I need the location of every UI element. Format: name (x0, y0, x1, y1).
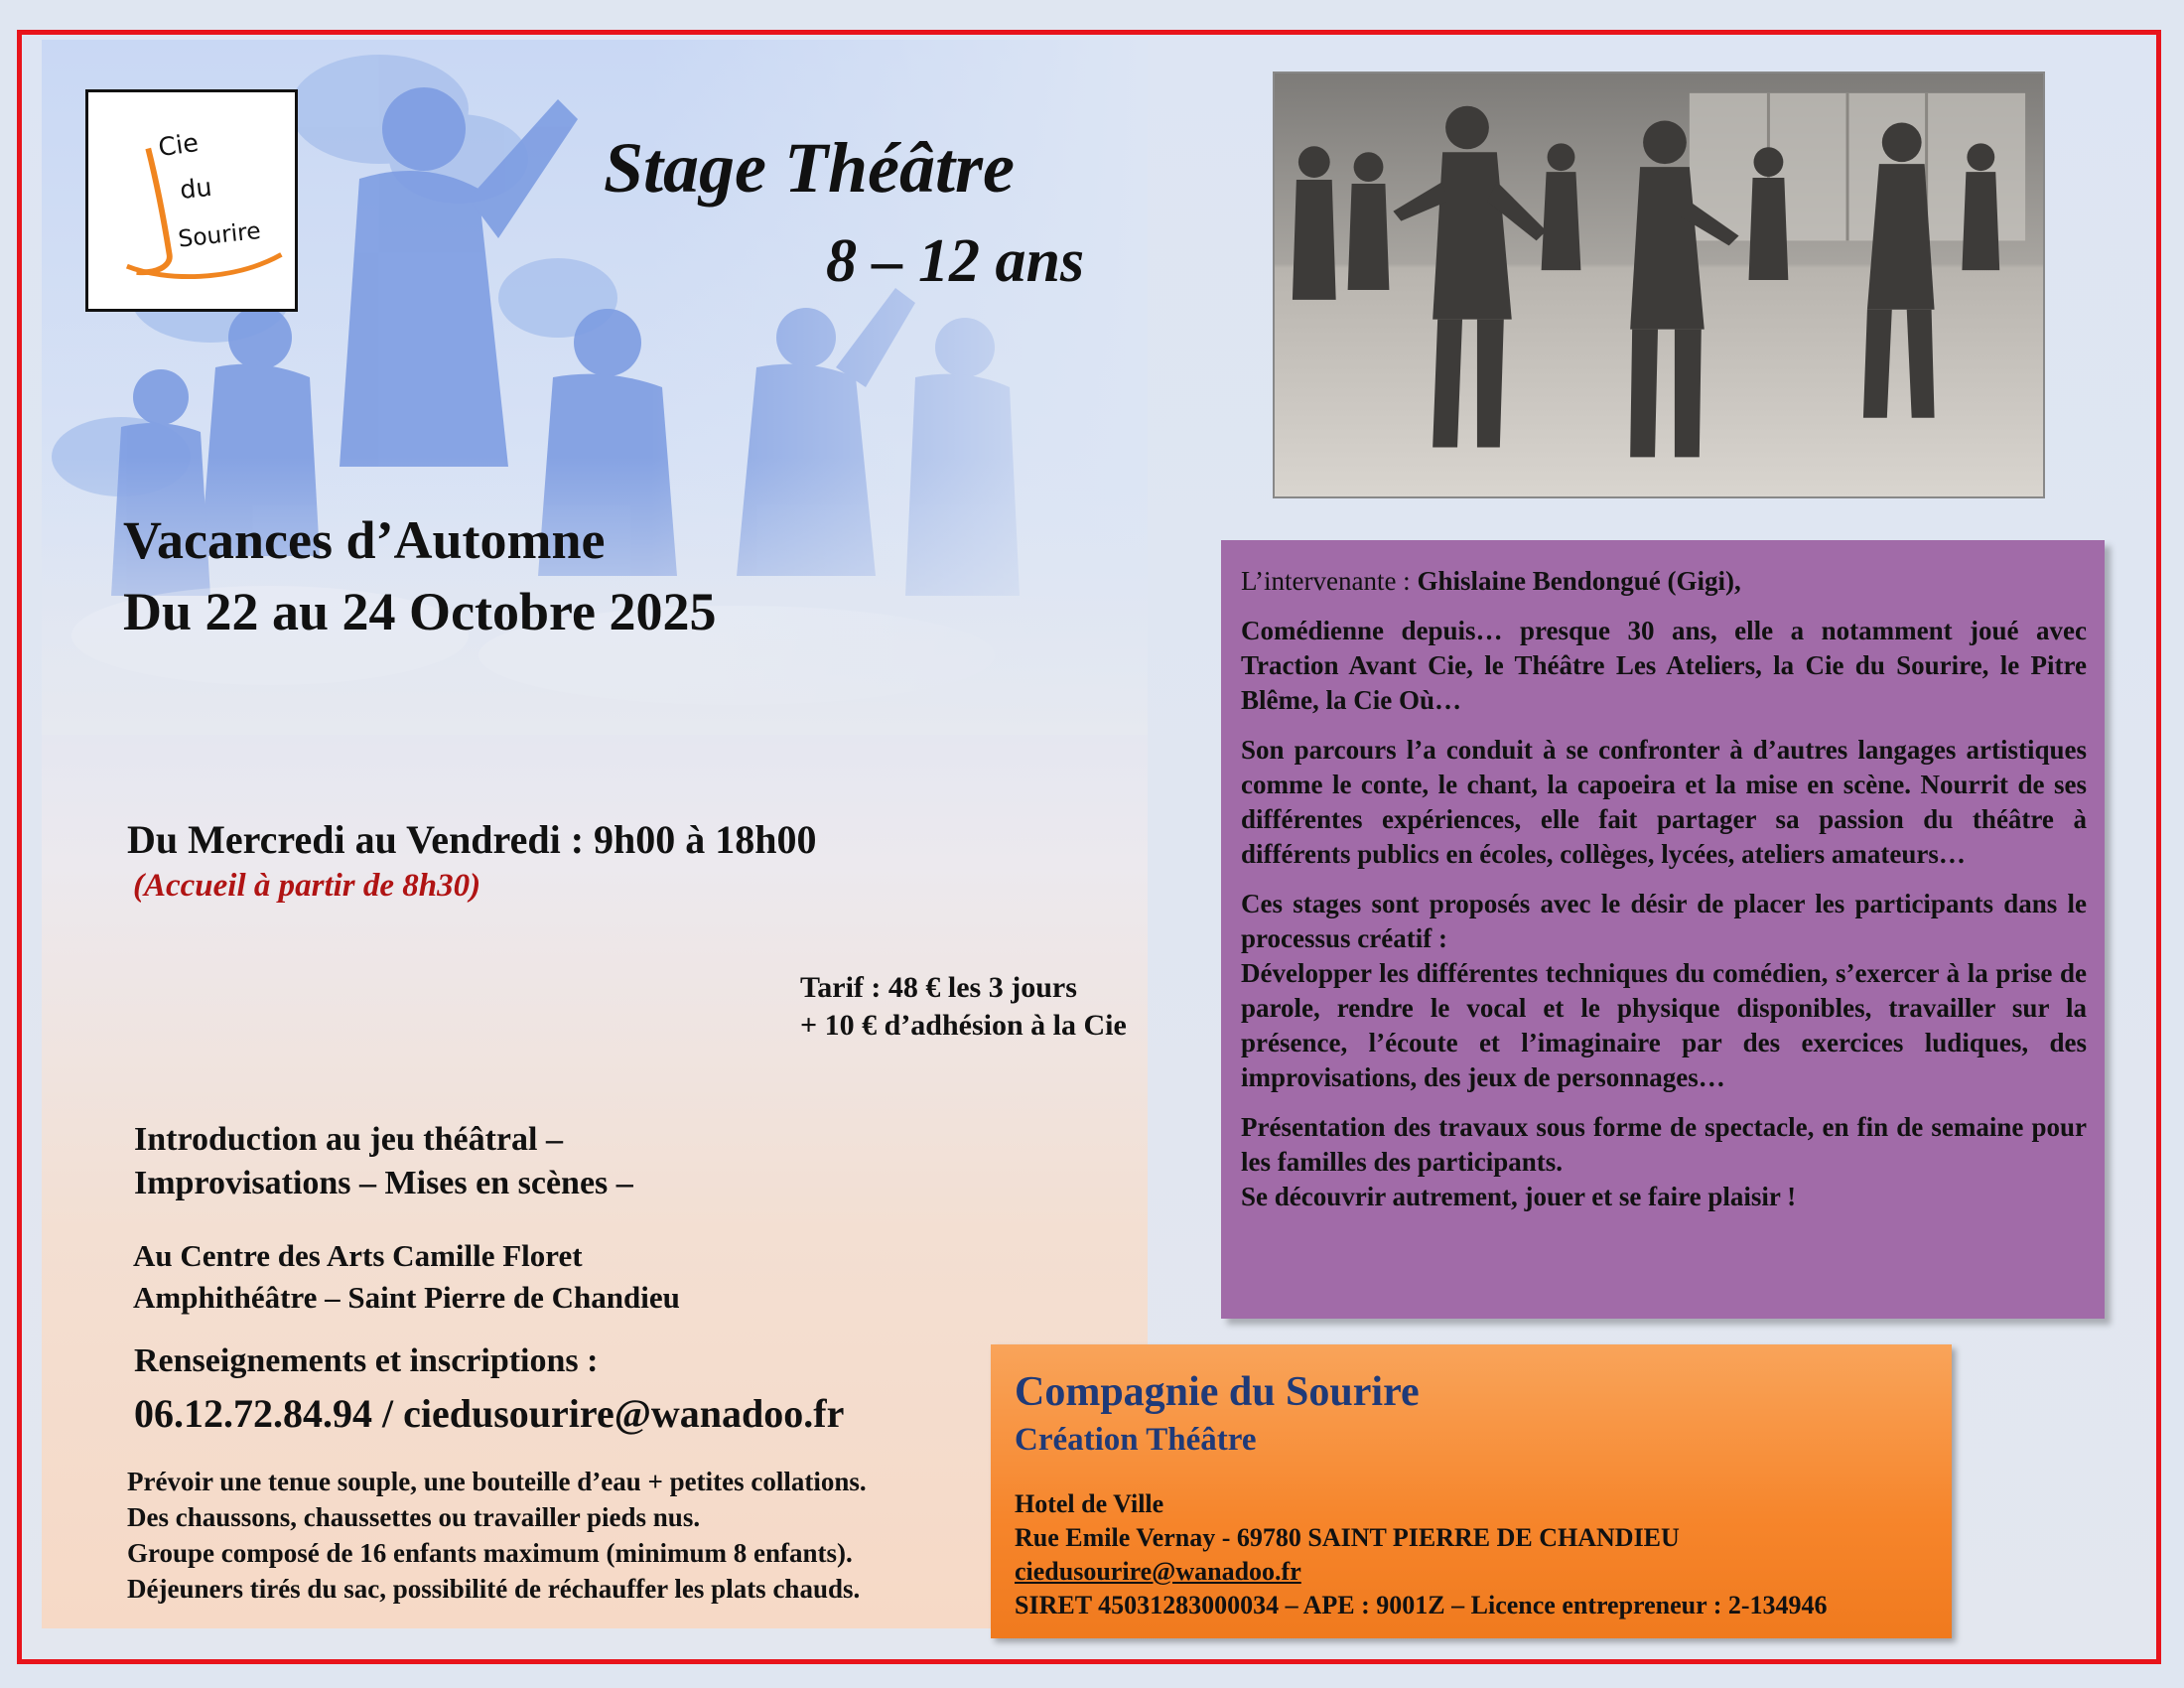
welcome-time: (Accueil à partir de 8h30) (133, 868, 481, 904)
season-dates: Du 22 au 24 Octobre 2025 (123, 582, 717, 641)
info-paragraph: Comédienne depuis… presque 30 ans, elle a notamment joué avec Traction Avant Cie, le Théâtre Les Ateliers, la Cie du Sourire, le Pitre Blême, la Cie Où… (1241, 616, 2087, 715)
company-box (991, 1344, 1952, 1638)
company-subtitle: Création Théâtre (1015, 1422, 1257, 1458)
company-address: Rue Emile Vernay - 69780 SAINT PIERRE DE CHANDIEU (1015, 1523, 1680, 1552)
company-address: Hotel de Ville (1015, 1489, 1164, 1518)
season-name: Vacances d’Automne (123, 510, 606, 570)
price-line: Tarif : 48 € les 3 jours (800, 971, 1077, 1004)
svg-text:Cie: Cie (156, 127, 201, 163)
speaker-line (1241, 564, 2087, 599)
info-text: Présentation des travaux sous forme de spectacle, en fin de semaine pour les familles des participants. (1241, 1112, 2087, 1177)
contact-label: Renseignements et inscriptions : (134, 1342, 599, 1379)
page-title: Stage Théâtre (604, 128, 1015, 208)
company-legal: SIRET 45031283000034 – APE : 9001Z – Licence entrepreneur : 2-134946 (1015, 1591, 1828, 1619)
info-paragraph (1241, 887, 2087, 1095)
program-line: Introduction au jeu théâtral – (134, 1121, 563, 1158)
info-paragraph: Son parcours l’a conduit à se confronter à d’autres langages artistiques comme le conte, le chant, la capoeira et la mise en scène. Nourrit de ses différentes expériences, elle fait partager sa passion du théâtre à différents publics en écoles, collèges, lycées, ateliers amateurs… (1241, 735, 2087, 869)
workshop-photo (1273, 71, 2045, 498)
program-line: Improvisations – Mises en scènes – (134, 1165, 633, 1201)
dancers-image (1275, 73, 2043, 496)
info-text: Ces stages sont proposés avec le désir de placer les participants dans le processus créatif : (1241, 889, 2087, 953)
note-item: Prévoir une tenue souple, une bouteille d’eau + petites collations. (127, 1467, 867, 1496)
company-logo (85, 89, 298, 312)
location-line: Amphithéâtre – Saint Pierre de Chandieu (133, 1280, 680, 1315)
note-item: Des chaussons, chaussettes ou travailler pieds nus. (127, 1502, 701, 1532)
contact-info: 06.12.72.84.94 / ciedusourire@wanadoo.fr (134, 1391, 845, 1436)
info-paragraph (1241, 1110, 2087, 1214)
svg-text:du: du (178, 172, 213, 206)
logo-icon (88, 92, 295, 309)
location (133, 1235, 680, 1319)
info-text: Se découvrir autrement, jouer et se faire plaisir ! (1241, 1182, 1797, 1211)
note-item: Groupe composé de 16 enfants maximum (minimum 8 enfants). (127, 1538, 853, 1568)
schedule-hours: Du Mercredi au Vendredi : 9h00 à 18h00 (127, 817, 817, 862)
membership-line: + 10 € d’adhésion à la Cie (800, 1009, 1127, 1042)
pricing (800, 969, 1127, 1045)
program (134, 1118, 633, 1205)
notes-list (127, 1464, 867, 1607)
note-item: Déjeuners tirés du sac, possibilité de réchauffer les plats chauds. (127, 1574, 861, 1604)
left-panel (42, 40, 1148, 1628)
speaker-name: Ghislaine Bendongué (Gigi), (1417, 566, 1741, 596)
company-email-link[interactable]: ciedusourire@wanadoo.fr (1015, 1557, 1301, 1586)
svg-text:Sourire: Sourire (177, 217, 262, 253)
info-text: Développer les différentes techniques du comédien, s’exercer à la prise de parole, rendre le vocal et le physique disponibles, travailler sur la présence, l’écoute et l’imaginaire par des exercices ludiques, des improvisations, des jeux de personnages… (1241, 958, 2087, 1092)
location-line: Au Centre des Arts Camille Floret (133, 1238, 583, 1273)
age-range: 8 – 12 ans (826, 227, 1085, 295)
season-block (123, 504, 717, 647)
speaker-label: L’intervenante : (1241, 566, 1411, 596)
company-name: Compagnie du Sourire (1015, 1369, 1420, 1415)
instructor-info-box (1221, 540, 2105, 1319)
